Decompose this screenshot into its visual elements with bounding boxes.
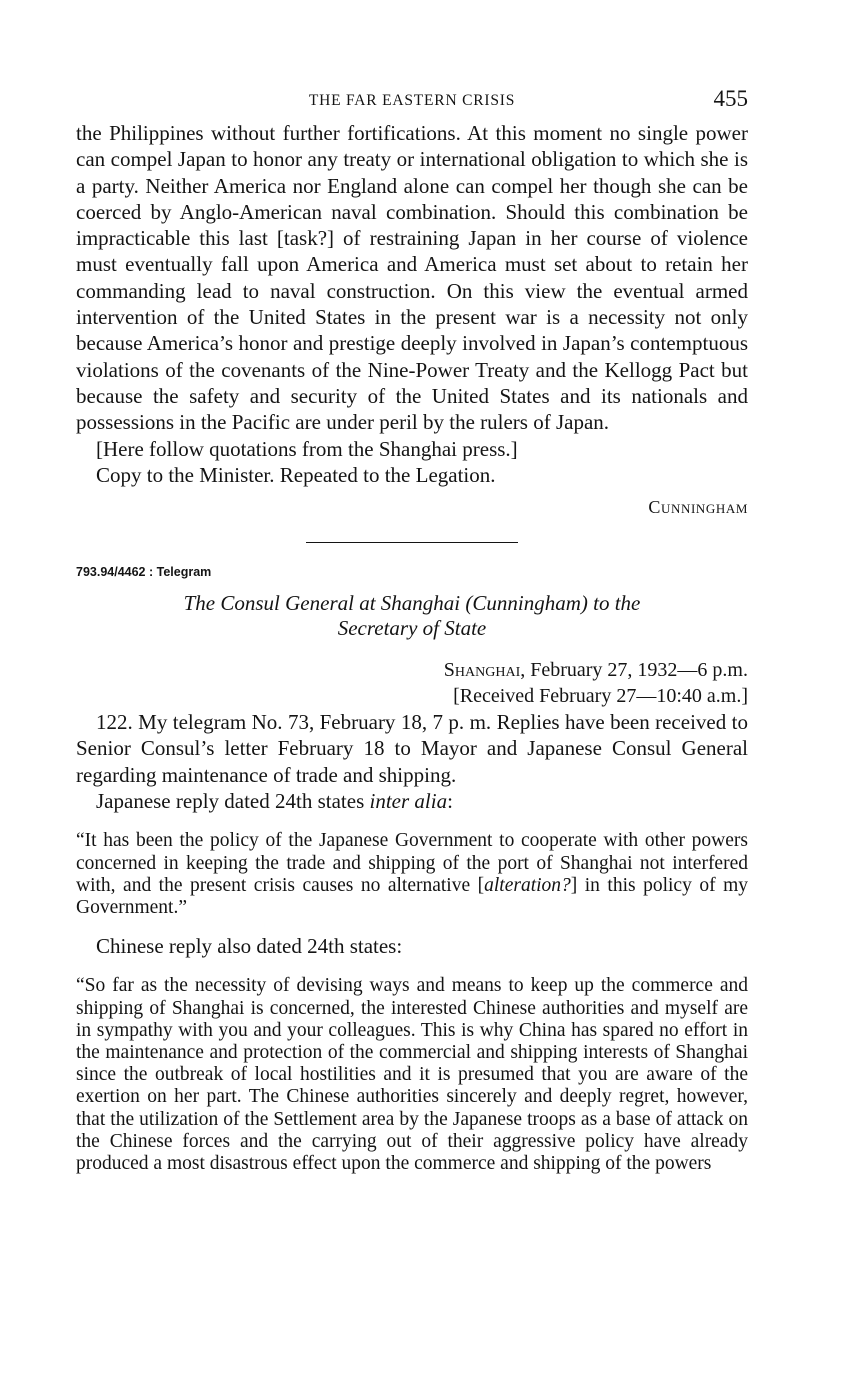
japanese-quote-italic: alteration? bbox=[484, 874, 571, 896]
document-page bbox=[76, 86, 748, 1175]
chinese-reply-section bbox=[76, 933, 748, 959]
document-heading bbox=[76, 591, 748, 641]
signature: Cunningham bbox=[648, 497, 748, 518]
file-reference: 793.94/4462 : Telegram bbox=[76, 565, 212, 580]
continuation-section bbox=[76, 120, 748, 488]
japanese-quote-part-1: “It has been the policy of the Japanese Government to cooperate with other powers concerned in keeping the trade and shipping of the port of Shanghai not interfered with, and the present crisis causes no alternative [ bbox=[76, 830, 748, 896]
continuation-paragraph: the Philippines without further fortifications. At this moment no single power can compel Japan to honor any treaty or international obligation to which she is a party. Neither America nor England alone can compel her though she can be coerced by Anglo-American naval combination. Should this combination be impracticable this last [task?] of restraining Japan in her course of violence must eventually fall upon America and America must set about to retain her commanding lead to naval construction. On this view the eventual armed intervention of the United States in the present war is a necessity not only because America’s honor and prestige deeply involved in Japan’s contemptuous violations of the covenants of the Nine-Power Treaty and the Kellogg Pact but because the safety and security of the United States and its nationals and possessions in the Pacific are under peril by the rulers of Japan. bbox=[76, 121, 748, 435]
paragraph-122: 122. My telegram No. 73, February 18, 7 p. m. Replies have been received to Senior Consul’s letter February 18 to Mayor and Japanese Consul General regarding maintenance of trade and shipping. bbox=[76, 710, 748, 787]
chinese-quote: “So far as the necessity of devising ways and means to keep up the commerce and shipping of Shanghai is concerned, the interested Chinese authorities and myself are in sympathy with you and your colleagues. This is why China has spared no effort in the maintenance and protection of the commercial and shipping interests of Shanghai since the outbreak of local hostilities and it is presumed that you are aware of the exertion on her part. The Chinese authorities sincerely and deeply regret, however, that the utilization of the Settlement area by the Japanese troops as a base of attack on the Chinese forces and the carrying out of their aggressive policy have already produced a most disastrous effect upon the commerce and shipping of the powers bbox=[76, 975, 748, 1175]
japanese-intro-end: : bbox=[447, 789, 453, 814]
editorial-note: [Here follow quotations from the Shanghai press.] bbox=[96, 436, 518, 461]
dateline-date: , February 27, 1932—6 p.m. bbox=[520, 659, 748, 682]
running-title: THE FAR EASTERN CRISIS bbox=[308, 92, 516, 109]
copy-line: Copy to the Minister. Repeated to the Legation. bbox=[96, 462, 496, 487]
running-header bbox=[76, 86, 748, 120]
dateline-place: Shanghai bbox=[443, 659, 521, 682]
telegram-body bbox=[76, 709, 748, 814]
japanese-reply-intro bbox=[76, 788, 748, 814]
chinese-reply-intro: Chinese reply also dated 24th states: bbox=[96, 934, 403, 959]
japanese-quote-part-2: ] in this policy of my Government.” bbox=[76, 874, 748, 918]
dateline-sent bbox=[76, 657, 748, 683]
japanese-intro-text: Japanese reply dated 24th states bbox=[96, 789, 370, 814]
dateline-received: [Received February 27—10:40 a.m.] bbox=[453, 685, 748, 708]
page-number: 455 bbox=[713, 86, 748, 111]
heading-line-2: Secretary of State bbox=[337, 616, 487, 641]
heading-line-1: The Consul General at Shanghai (Cunningham) to the bbox=[183, 591, 641, 616]
japanese-quote bbox=[76, 830, 748, 919]
japanese-intro-italic: inter alia bbox=[369, 789, 448, 814]
section-divider bbox=[306, 542, 518, 543]
dateline bbox=[76, 657, 748, 709]
